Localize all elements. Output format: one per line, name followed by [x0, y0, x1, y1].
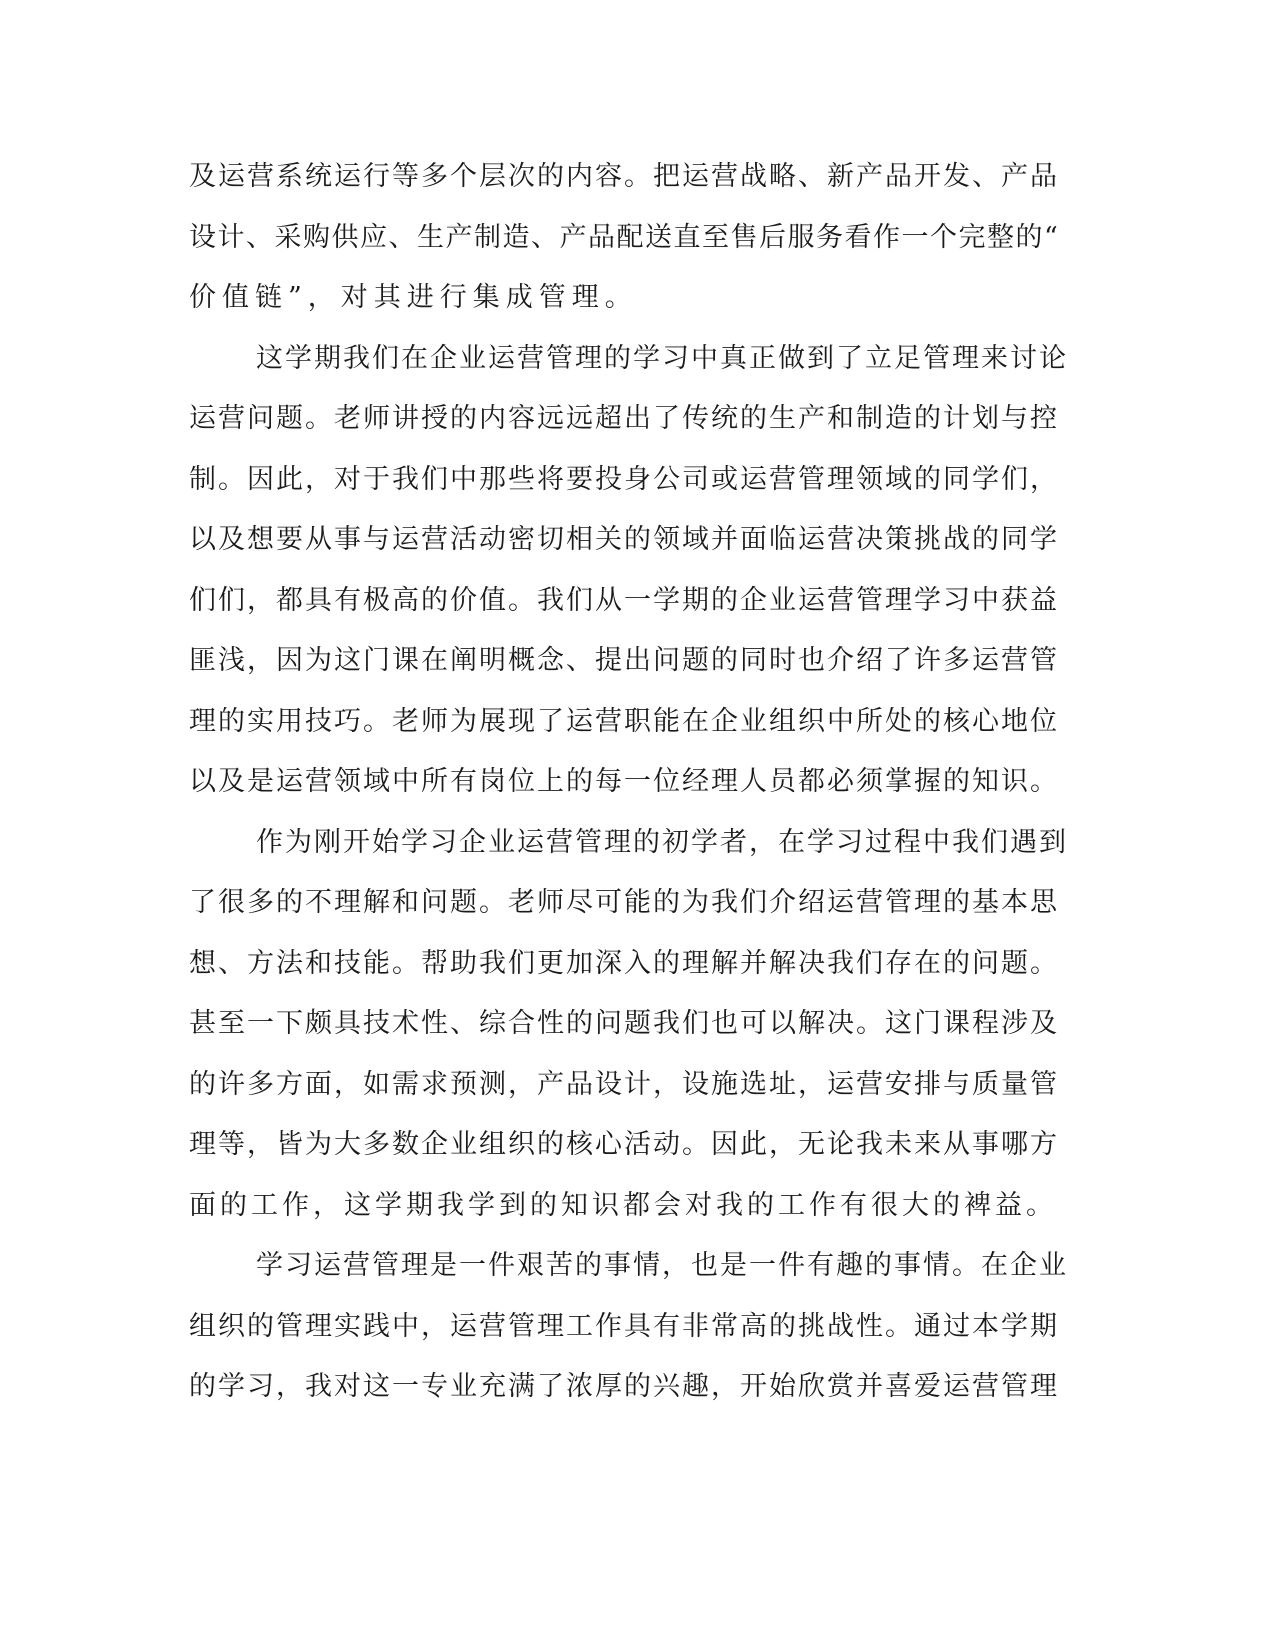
text-line: 了很多的不理解和问题。老师尽可能的为我们介绍运营管理的基本思 — [189, 887, 1059, 918]
text-line: 运营问题。老师讲授的内容远远超出了传统的生产和制造的计划与控 — [189, 403, 1059, 434]
text-line: 们们，都具有极高的价值。我们从一学期的企业运营管理学习中获益 — [189, 584, 1059, 616]
text-line: 理等，皆为大多数企业组织的核心活动。因此，无论我未来从事哪方 — [189, 1129, 1059, 1160]
text-line: 组织的管理实践中，运营管理工作具有非常高的挑战性。通过本学期 — [189, 1310, 1059, 1342]
paragraph-first-line: 作为刚开始学习企业运营管理的初学者，在学习过程中我们遇到 — [256, 826, 1068, 858]
text-line: 以及是运营领域中所有岗位上的每一位经理人员都必须掌握的知识。 — [189, 766, 1059, 797]
text-line: 甚至一下颇具技术性、综合性的问题我们也可以解决。这门课程涉及 — [189, 1008, 1059, 1039]
body-text — [189, 162, 1069, 1433]
text-line: 价值链”，对其进行集成管理。 — [189, 282, 638, 313]
text-line: 的许多方面，如需求预测，产品设计，设施选址，运营安排与质量管 — [189, 1068, 1059, 1100]
text-line: 及运营系统运行等多个层次的内容。把运营战略、新产品开发、产品 — [189, 161, 1059, 192]
paragraph-first-line: 这学期我们在企业运营管理的学习中真正做到了立足管理来讨论 — [256, 342, 1068, 374]
text-line: 匪浅，因为这门课在阐明概念、提出问题的同时也介绍了许多运营管 — [189, 645, 1059, 676]
text-line: 以及想要从事与运营活动密切相关的领域并面临运营决策挑战的同学 — [189, 524, 1059, 555]
text-line: 面的工作，这学期我学到的知识都会对我的工作有很大的裨益。 — [189, 1189, 1057, 1221]
text-line: 想、方法和技能。帮助我们更加深入的理解并解决我们存在的问题。 — [189, 947, 1059, 979]
text-line: 的学习，我对这一专业充满了浓厚的兴趣，开始欣赏并喜爱运营管理 — [189, 1371, 1059, 1402]
paragraph-first-line: 学习运营管理是一件艰苦的事情，也是一件有趣的事情。在企业 — [256, 1250, 1068, 1281]
text-line: 制。因此，对于我们中那些将要投身公司或运营管理领域的同学们， — [189, 463, 1059, 495]
text-line: 理的实用技巧。老师为展现了运营职能在企业组织中所处的核心地位 — [189, 705, 1059, 737]
text-line: 设计、采购供应、生产制造、产品配送直至售后服务看作一个完整的“ — [189, 221, 1060, 253]
